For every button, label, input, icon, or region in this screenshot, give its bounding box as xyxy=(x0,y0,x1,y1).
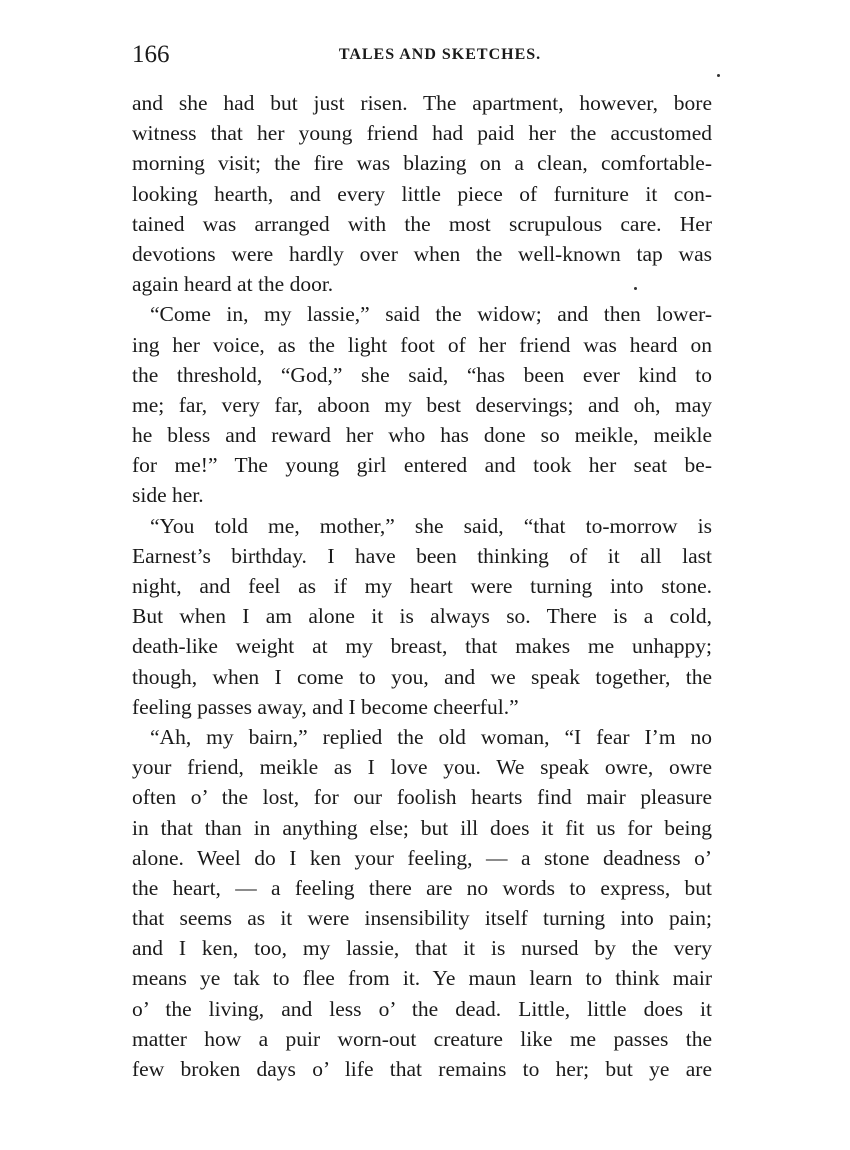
text-line: he bless and reward her who has done so meikle, meikle xyxy=(132,423,712,448)
paragraph xyxy=(132,722,712,1084)
text-line: often o’ the lost, for our foolish hearts find mair pleasure xyxy=(132,785,712,810)
page-number: 166 xyxy=(132,41,170,68)
text-line: But when I am alone it is always so. There is a cold, xyxy=(132,604,712,629)
text-line: matter how a puir worn-out creature like me passes the xyxy=(132,1026,712,1051)
text-line: me; far, very far, aboon my best deservings; and oh, may xyxy=(132,392,712,417)
text-line: and she had but just risen. The apartment, however, bore xyxy=(132,91,712,115)
text-line: and I ken, too, my lassie, that it is nursed by the very xyxy=(132,936,712,961)
text-line: the heart, — a feeling there are no words to express, but xyxy=(132,875,712,900)
text-line: again heard at the door. xyxy=(132,272,334,297)
text-line: o’ the living, and less o’ the dead. Little, little does it xyxy=(132,996,712,1021)
text-line: night, and feel as if my heart were turning into stone. xyxy=(132,574,712,598)
text-line: the threshold, “God,” she said, “has been ever kind to xyxy=(132,362,712,387)
text-line: though, when I come to you, and we speak together, the xyxy=(132,664,712,689)
book-page xyxy=(132,40,712,1084)
paragraph xyxy=(132,299,712,510)
running-title: TALES AND SKETCHES. xyxy=(338,46,542,63)
page-header xyxy=(132,40,712,74)
text-line: devotions were hardly over when the well-known tap was xyxy=(132,241,712,266)
text-line: “You told me, mother,” she said, “that to-morrow is xyxy=(150,513,712,538)
text-line: tained was arranged with the most scrupulous care. Her xyxy=(132,211,712,236)
text-line: “Come in, my lassie,” said the widow; and then lower- xyxy=(150,302,712,327)
paragraph xyxy=(132,511,712,722)
text-line: feeling passes away, and I become cheerful.” xyxy=(132,694,519,719)
text-line: morning visit; the fire was blazing on a clean, comfortable- xyxy=(132,151,712,176)
ink-speck xyxy=(717,74,720,77)
ink-speck xyxy=(634,287,637,290)
text-line: alone. Weel do I ken your feeling, — a stone deadness o’ xyxy=(132,845,712,870)
text-line: side her. xyxy=(132,483,204,508)
text-line: your friend, meikle as I love you. We speak owre, owre xyxy=(132,755,712,780)
text-line: means ye tak to flee from it. Ye maun learn to think mair xyxy=(132,966,712,991)
text-line: ing her voice, as the light foot of her friend was heard on xyxy=(132,332,712,357)
text-line: in that than in anything else; but ill does it fit us for being xyxy=(132,815,712,840)
text-line: death-like weight at my breast, that makes me unhappy; xyxy=(132,634,712,659)
text-line: Earnest’s birthday. I have been thinking of it all last xyxy=(132,543,712,568)
body-text xyxy=(132,88,712,1084)
text-line: that seems as it were insensibility itself turning into pain; xyxy=(132,906,712,931)
text-line: looking hearth, and every little piece of furniture it con- xyxy=(132,181,712,206)
text-line: few broken days o’ life that remains to her; but ye are xyxy=(132,1057,712,1081)
paragraph xyxy=(132,88,712,299)
text-line: for me!” The young girl entered and took her seat be- xyxy=(132,453,712,478)
text-line: witness that her young friend had paid her the accustomed xyxy=(132,121,712,146)
text-line: “Ah, my bairn,” replied the old woman, “I fear I’m no xyxy=(150,724,712,749)
